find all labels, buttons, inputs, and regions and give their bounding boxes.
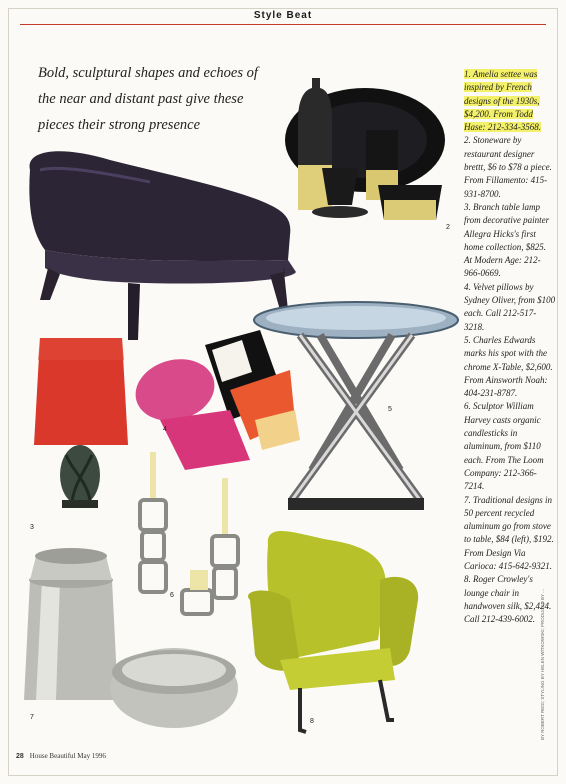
caption-item-3: 3. Branch table lamp from decorative painter Allegra Hicks's first home collection, $825. At Modern Age: 212-966-0669. xyxy=(464,201,550,279)
caption-item-4: 4. Velvet pillows by Sydney Oliver, from $100 each. Call 212-517-3218. xyxy=(464,281,556,332)
section-header: Style Beat xyxy=(253,10,313,21)
stoneware-photo xyxy=(285,78,445,220)
caption-item-7: 7. Traditional designs in 50 percent recycled aluminum go from stove to table, $84 (left), $192. From Design Via Carioca: 415-642-9321. xyxy=(464,494,554,571)
lounge-chair-photo xyxy=(248,531,418,732)
caption-item-1 xyxy=(464,68,556,134)
product-captions xyxy=(464,68,556,626)
photo-number-1: 1 xyxy=(282,268,286,275)
photo-credit: BY ROBERT REID; STYLING BY HELEN WITKOWSKI; PRODUCED BY ... xyxy=(540,589,545,740)
photo-number-3: 3 xyxy=(30,524,34,531)
caption-item-5: 5. Charles Edwards marks his spot with the chrome X-Table, $2,600. From Ainsworth Noah: 404-231-8787. xyxy=(464,334,553,399)
photo-number-2: 2 xyxy=(446,224,450,231)
publication-line: House Beautiful May 1996 xyxy=(29,752,106,760)
photo-number-8: 8 xyxy=(310,718,314,725)
page-number: 28 xyxy=(16,753,24,760)
pillows-photo xyxy=(129,330,300,470)
caption-item-8: 8. Roger Crowley's lounge chair in handwoven silk, $2,424. Call 212-439-6002. xyxy=(464,574,552,625)
intro-text: Bold, sculptural shapes and echoes of the near and distant past give these pieces their strong presence xyxy=(38,65,258,133)
photo-number-5: 5 xyxy=(388,406,392,413)
caption-item-2: 2. Stoneware by restaurant designer brettt, $6 to $78 a piece. From Fillamento: 415-931-8700. xyxy=(464,135,552,199)
page-footer xyxy=(16,752,106,760)
caption-item-6: 6. Sculptor William Harvey casts organic candlesticks in aluminum, from $110 each. From The Loom Company: 212-366-7214. xyxy=(464,401,544,492)
lamp-photo xyxy=(34,338,128,508)
settee-photo xyxy=(29,151,296,340)
photo-number-4: 4 xyxy=(163,426,167,433)
photo-number-6: 6 xyxy=(170,592,174,599)
caption-highlight: 1. Amelia settee was inspired by French designs of the 1930s, $4,200. From Todd Hase: 212-334-3568. xyxy=(464,69,541,133)
photo-number-7: 7 xyxy=(30,714,34,721)
